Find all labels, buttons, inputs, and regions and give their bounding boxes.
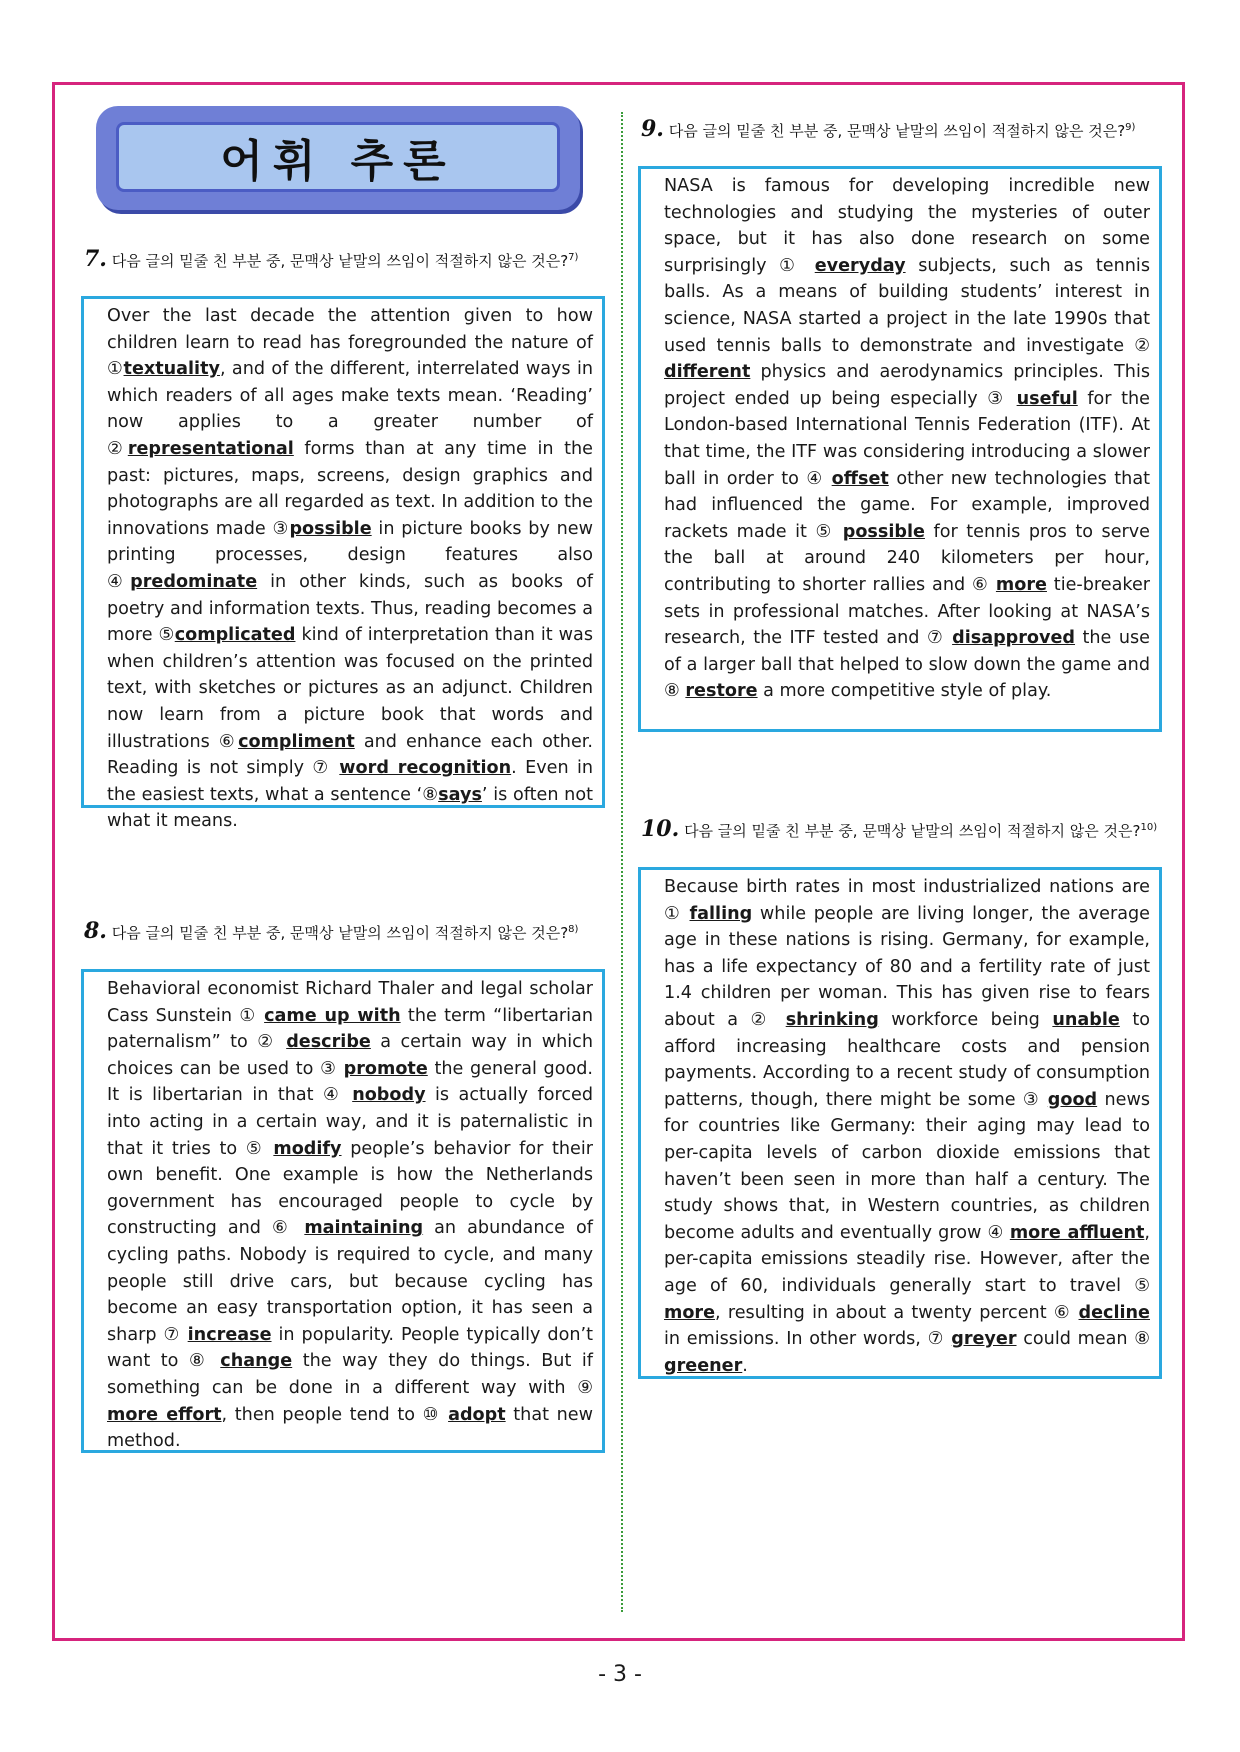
underlined-word: more effort — [107, 1404, 222, 1425]
section-title-banner — [96, 106, 580, 210]
question-8-header — [84, 920, 604, 943]
question-prompt: 다음 글의 밑줄 친 부분 중, 문맥상 낱말의 쓰임이 적절하지 않은 것은? — [111, 252, 569, 270]
question-10-passage — [638, 867, 1162, 1379]
underlined-word: everyday — [814, 255, 906, 276]
column-divider — [621, 112, 623, 1612]
passage-text: Because birth rates in most industrialized nations are ① falling while people are living longer, the average age in these nations is rising. Germany, for example, has a life expectancy of 80 and a fertility rate of just 1.4 children per woman. This has given rise to fears about a ② shrinking workforce being unable to afford increasing healthcare costs and pension payments. According to a recent study of consumption patterns, though, there might be some ③ good news for countries like Germany: their aging may lead to per-capita levels of carbon dioxide emissions that haven’t been seen in more than half a century. The study shows that, in Western countries, as children become adults and eventually grow ④ more affluent, per-capita emissions steadily rise. However, after the age of 60, individuals generally start to travel ⑤ more, resulting in about a twenty percent ⑥ decline in emissions. In other words, ⑦ greyer could mean ⑧ greener. — [664, 877, 1151, 1376]
underlined-word: possible — [842, 521, 925, 542]
underlined-word: possible — [289, 518, 372, 539]
page-number: - 3 - — [598, 1662, 642, 1687]
underlined-word: word recognition — [339, 758, 512, 779]
question-10-header — [641, 818, 1161, 841]
underlined-word: greener — [664, 1355, 743, 1376]
underlined-word: more — [664, 1302, 716, 1323]
question-8-passage — [81, 969, 605, 1453]
underlined-word: complicated — [174, 625, 296, 646]
question-number: 10. — [641, 816, 680, 842]
footnote-ref: 10) — [1140, 822, 1158, 833]
underlined-word: describe — [286, 1032, 371, 1053]
underlined-word: good — [1047, 1089, 1098, 1110]
question-7-header — [84, 248, 604, 271]
question-number: 8. — [84, 918, 107, 944]
passage-text: NASA is famous for developing incredible new technologies and studying the mysteries of outer space, but it has also done research on some surprisingly ① everyday subjects, such as tennis balls. As a means of building students’ interest in science, NASA started a project in the late 1990s that used tennis balls to demonstrate and investigate ② different physics and aerodynamics principles. This project ended up being especially ③ useful for the London-based International Tennis Federation (ITF). At that time, the ITF was considering introducing a slower ball in order to ④ offset other new technologies that had influenced the game. For example, improved rackets made it ⑤ possible for tennis pros to serve the ball at around 240 kilometers per hour, contributing to shorter rallies and ⑥ more tie-breaker sets in professional matches. After looking at NASA’s research, the ITF tested and ⑦ disapproved the use of a larger ball that helped to slow down the game and ⑧ restore a more competitive style of play. — [664, 176, 1151, 702]
underlined-word: textuality — [123, 359, 220, 380]
underlined-word: predominate — [130, 571, 258, 592]
section-title-box — [116, 122, 560, 192]
underlined-word: useful — [1016, 388, 1078, 409]
passage-text: Behavioral economist Richard Thaler and legal scholar Cass Sunstein ① came up with the term “libertarian paternalism” to ② describe a certain way in which choices can be used to ③ promote the general good. It is libertarian in that ④ nobody is actually forced into acting in a certain way, and it is paternalistic in that it tries to ⑤ modify people’s behavior for their own benefit. One example is how the Netherlands government has encouraged people to cycle by constructing and ⑥ maintaining an abundance of cycling paths. Nobody is required to cycle, and many people still drive cars, but because cycling has become an easy transportation option, it has seen a sharp ⑦ increase in popularity. People typically don’t want to ⑧ change the way they do things. But if something can be done in a different way with ⑨ more effort, then people tend to ⑩ adopt that new method. — [107, 979, 593, 1452]
question-number: 7. — [84, 246, 107, 272]
underlined-word: compliment — [238, 731, 355, 752]
underlined-word: adopt — [448, 1404, 506, 1425]
underlined-word: disapproved — [952, 628, 1076, 649]
underlined-word: representational — [127, 438, 294, 459]
underlined-word: maintaining — [304, 1218, 424, 1239]
question-prompt: 다음 글의 밑줄 친 부분 중, 문맥상 낱말의 쓰임이 적절하지 않은 것은? — [684, 822, 1141, 840]
section-title: 어휘 추론 — [220, 136, 456, 187]
underlined-word: unable — [1052, 1009, 1120, 1030]
underlined-word: promote — [343, 1058, 428, 1079]
question-9-header — [641, 118, 1161, 141]
underlined-word: change — [220, 1351, 293, 1372]
underlined-word: restore — [685, 681, 758, 702]
question-prompt: 다음 글의 밑줄 친 부분 중, 문맥상 낱말의 쓰임이 적절하지 않은 것은? — [668, 122, 1126, 140]
underlined-word: shrinking — [785, 1009, 879, 1030]
question-9-passage — [638, 166, 1162, 732]
underlined-word: increase — [187, 1324, 272, 1345]
footnote-ref: 9) — [1125, 122, 1136, 133]
underlined-word: decline — [1078, 1302, 1150, 1323]
underlined-word: different — [664, 362, 751, 383]
underlined-word: more — [995, 574, 1047, 595]
footnote-ref: 7) — [568, 252, 579, 263]
underlined-word: came up with — [264, 1005, 401, 1026]
question-number: 9. — [641, 116, 664, 142]
underlined-word: more affluent — [1009, 1222, 1145, 1243]
question-7-passage — [81, 296, 605, 832]
footnote-ref: 8) — [568, 924, 579, 935]
passage-text: Over the last decade the attention given to how children learn to read has foregrounded the nature of ①textuality, and of the different, interrelated ways in which readers of all ages make texts mean. ‘Reading’ now applies to a greater number of ②representational forms than at any time in the past: pictures, maps, screens, design graphics and photographs are all regarded as text. In addition to the innovations made ③possible in picture books by new printing processes, design features also ④predominate in other kinds, such as books of poetry and information texts. Thus, reading becomes a more ⑤complicated kind of interpretation than it was when children’s attention was focused on the printed text, with sketches or pictures as an adjunct. Children now learn from a picture book that words and illustrations ⑥compliment and enhance each other. Reading is not simply ⑦ word recognition. Even in the easiest texts, what a sentence ‘⑧says’ is often not what it means. — [107, 306, 594, 832]
underlined-word: offset — [831, 468, 889, 489]
underlined-word: modify — [273, 1138, 342, 1159]
question-prompt: 다음 글의 밑줄 친 부분 중, 문맥상 낱말의 쓰임이 적절하지 않은 것은? — [111, 924, 569, 942]
underlined-word: greyer — [951, 1329, 1017, 1350]
underlined-word: nobody — [352, 1085, 426, 1106]
underlined-word: falling — [689, 903, 753, 924]
underlined-word: says — [438, 784, 482, 805]
